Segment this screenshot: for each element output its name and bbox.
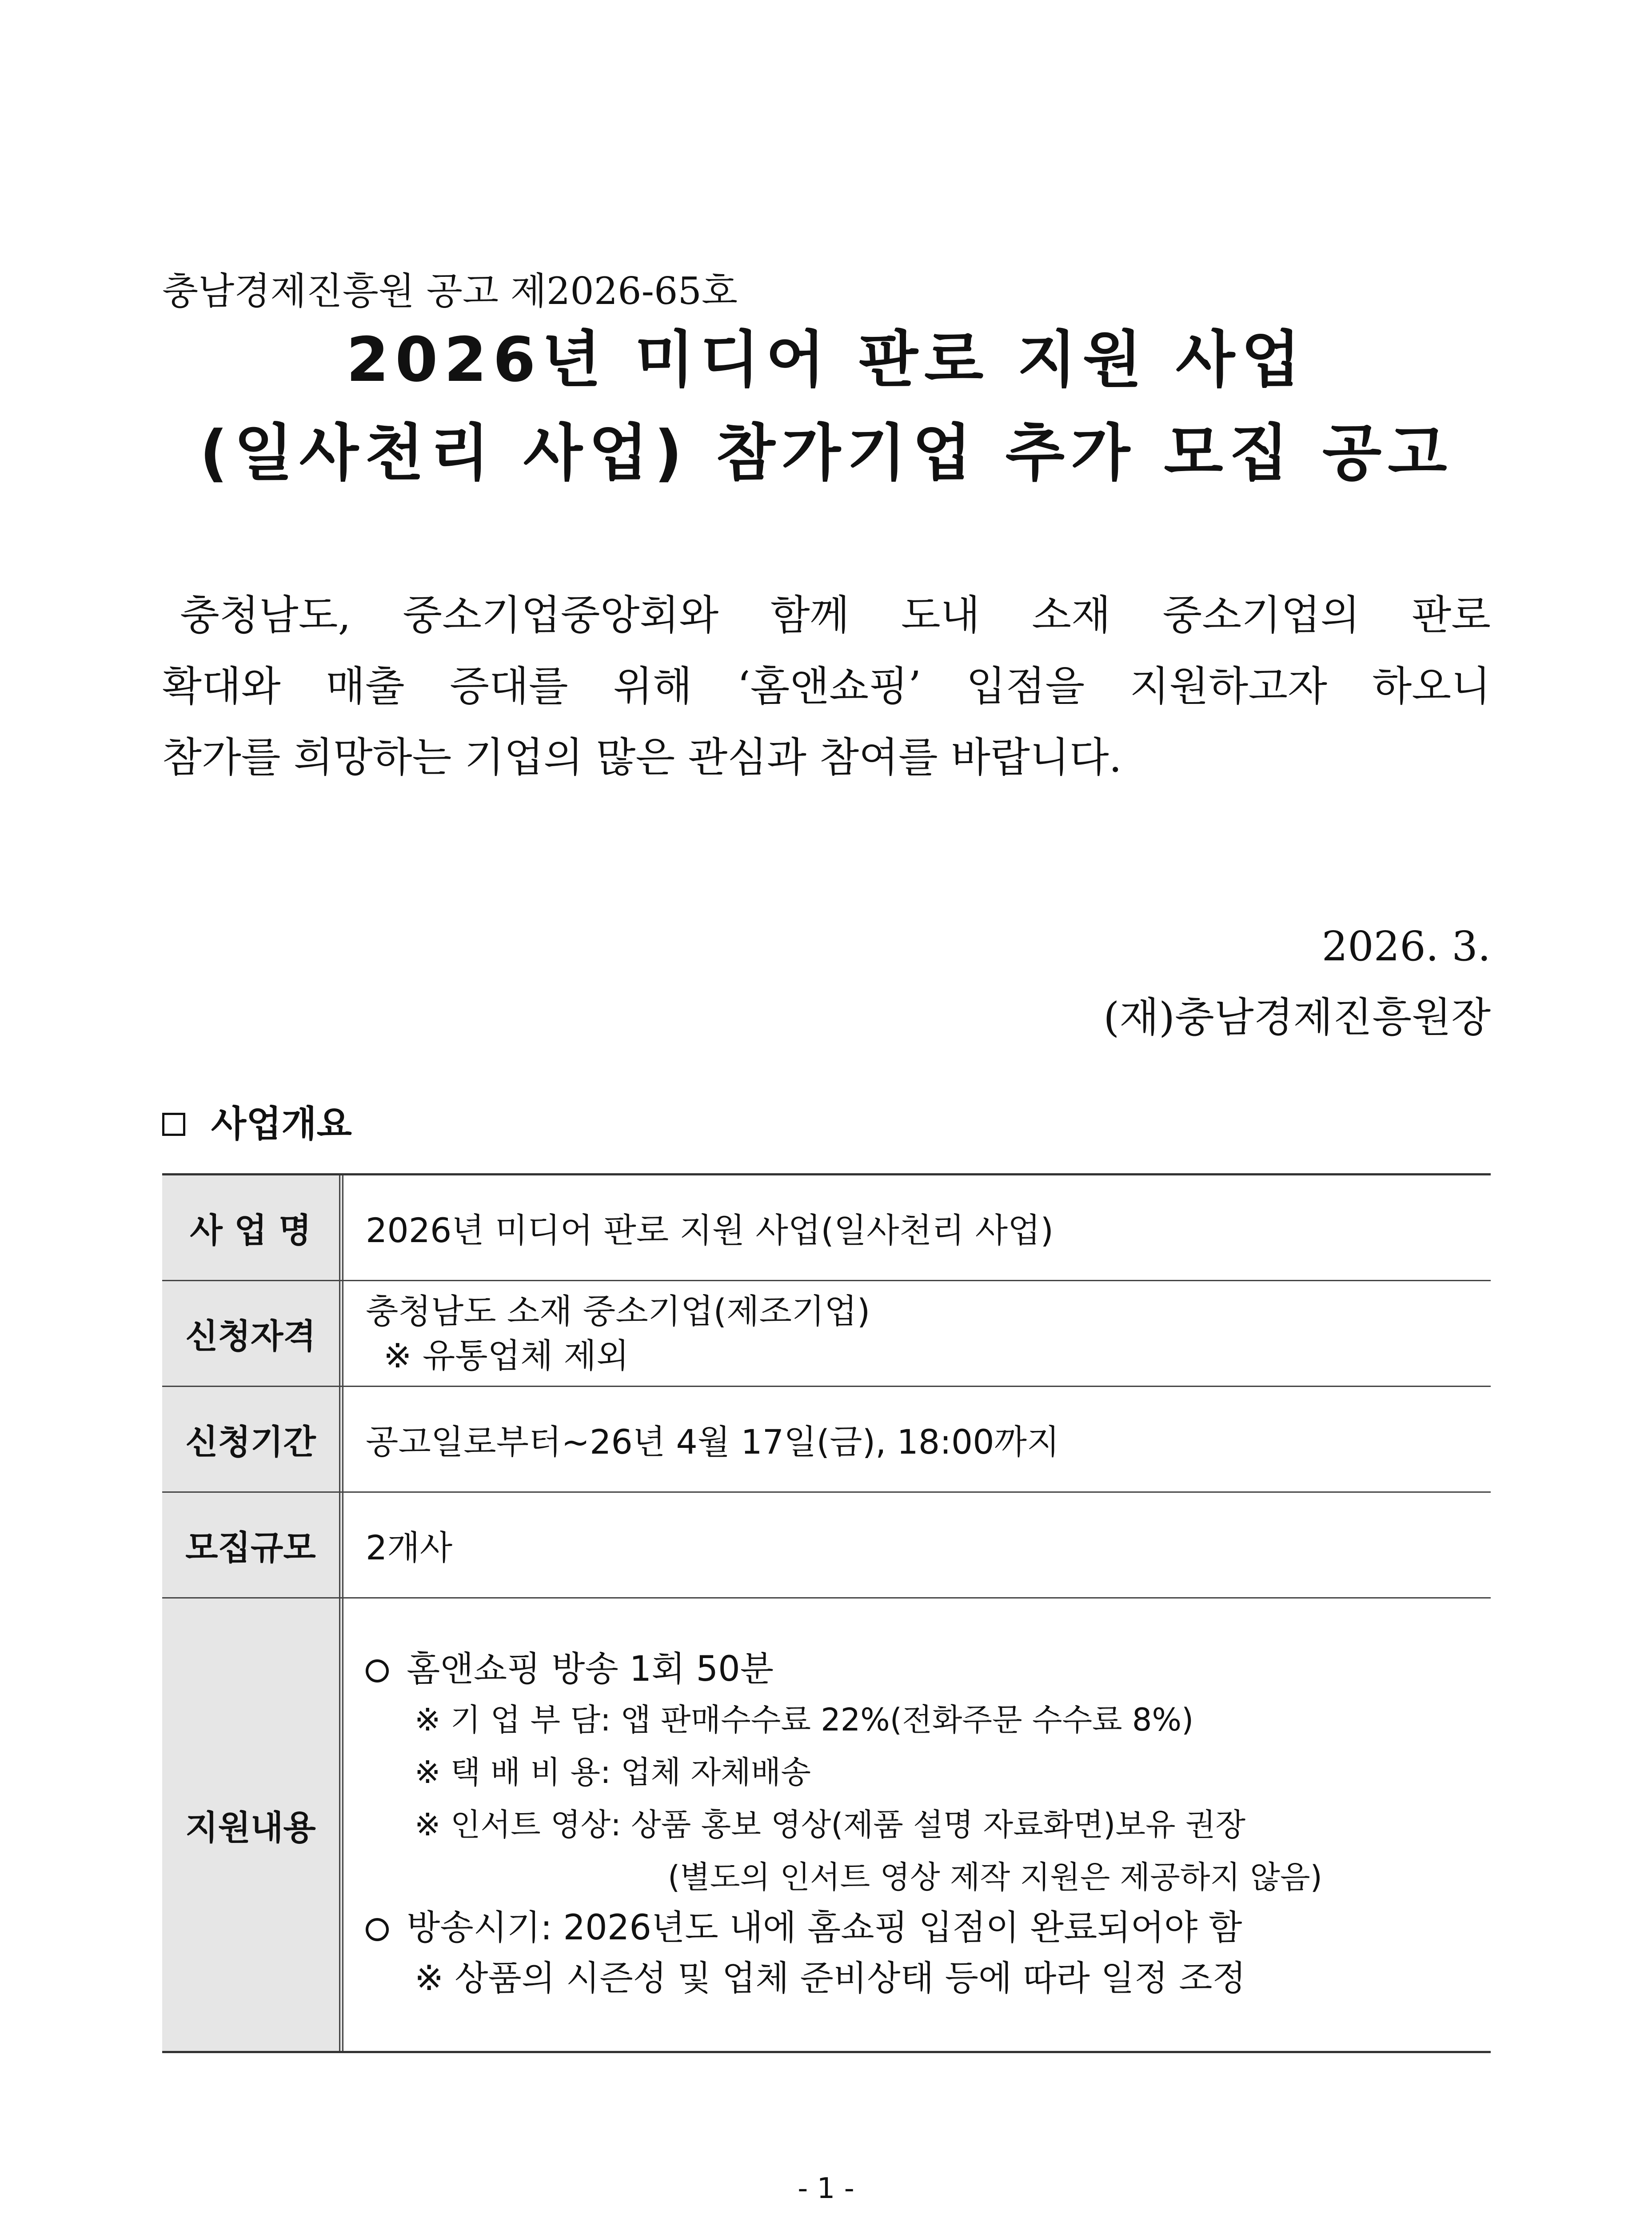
table-row-business-name [162,1175,1491,1281]
row-value-business-name [343,1175,1491,1280]
intro-line-3: 참가를 희망하는 기업의 많은 관심과 참여를 바랍니다. [162,734,1122,781]
row-value-scale [343,1493,1491,1597]
row-value-period [343,1387,1491,1491]
table-row-eligibility [162,1281,1491,1387]
table-row-period [162,1387,1491,1493]
support-item-1-text: 홈앤쇼핑 방송 1회 50분 [407,1649,774,1689]
eligibility-note: ※ 유통업체 제외 [383,1335,629,1375]
issuer: (재)충남경제진흥원장 [1103,994,1491,1041]
business-name-value: 2026년 미디어 판로 지원 사업(일사천리 사업) [366,1211,1054,1250]
row-value-support [343,1599,1491,2051]
row-label-eligibility: 신청자격 [162,1281,343,1386]
issue-date: 2026. 3. [1321,923,1491,970]
support-note-1: ※ 기 업 부 담: 앱 판매수수료 22%(전화주문 수수료 8%) [415,1702,1194,1738]
support-note-2: ※ 택 배 비 용: 업체 자체배송 [415,1754,811,1790]
support-item-1 [366,1645,1491,1694]
period-value: 공고일로부터~26년 4월 17일(금), 18:00까지 [366,1422,1060,1462]
circle-bullet-icon [366,1918,389,1941]
circle-bullet-icon [366,1659,389,1682]
support-note-3: ※ 인서트 영상: 상품 홍보 영상(제품 설명 자료화면)보유 권장 [415,1806,1246,1843]
page-number: - 1 - [798,2172,854,2205]
row-value-eligibility [343,1281,1491,1386]
section-heading [162,1100,352,1149]
scale-value: 2개사 [366,1528,453,1567]
overview-table [162,1173,1491,2053]
row-label-scale: 모집규모 [162,1493,343,1597]
row-label-business-name: 사 업 명 [162,1175,343,1280]
support-note-4: ※ 상품의 시즌성 및 업체 준비상태 등에 따라 일정 조정 [415,1958,1246,1998]
notice-number: 충남경제진흥원 공고 제2026-65호 [162,269,738,313]
support-note-3-continued: (별도의 인서트 영상 제작 지원은 제공하지 않음) [668,1859,1322,1895]
intro-line-1: 충청남도, 중소기업중앙회와 함께 도내 소재 중소기업의 판로 [180,591,1491,639]
section-heading-text: 사업개요 [211,1103,352,1145]
intro-line-2: 확대와 매출 증대를 위해 ‘홈앤쇼핑’ 입점을 지원하고자 하오니 [162,663,1491,710]
eligibility-value: 충청남도 소재 중소기업(제조기업) [366,1291,870,1331]
row-label-period: 신청기간 [162,1387,343,1491]
support-item-2-text: 방송시기: 2026년도 내에 홈쇼핑 입점이 완료되어야 함 [407,1908,1242,1948]
title-line-2: (일사천리 사업) 참가기업 추가 모집 공고 [200,417,1453,489]
row-label-support: 지원내용 [162,1599,343,2051]
table-row-scale [162,1493,1491,1599]
support-item-2 [366,1903,1491,1952]
title-line-1: 2026년 미디어 판로 지원 사업 [346,324,1307,396]
checkbox-icon [162,1113,185,1136]
table-row-support [162,1599,1491,2051]
